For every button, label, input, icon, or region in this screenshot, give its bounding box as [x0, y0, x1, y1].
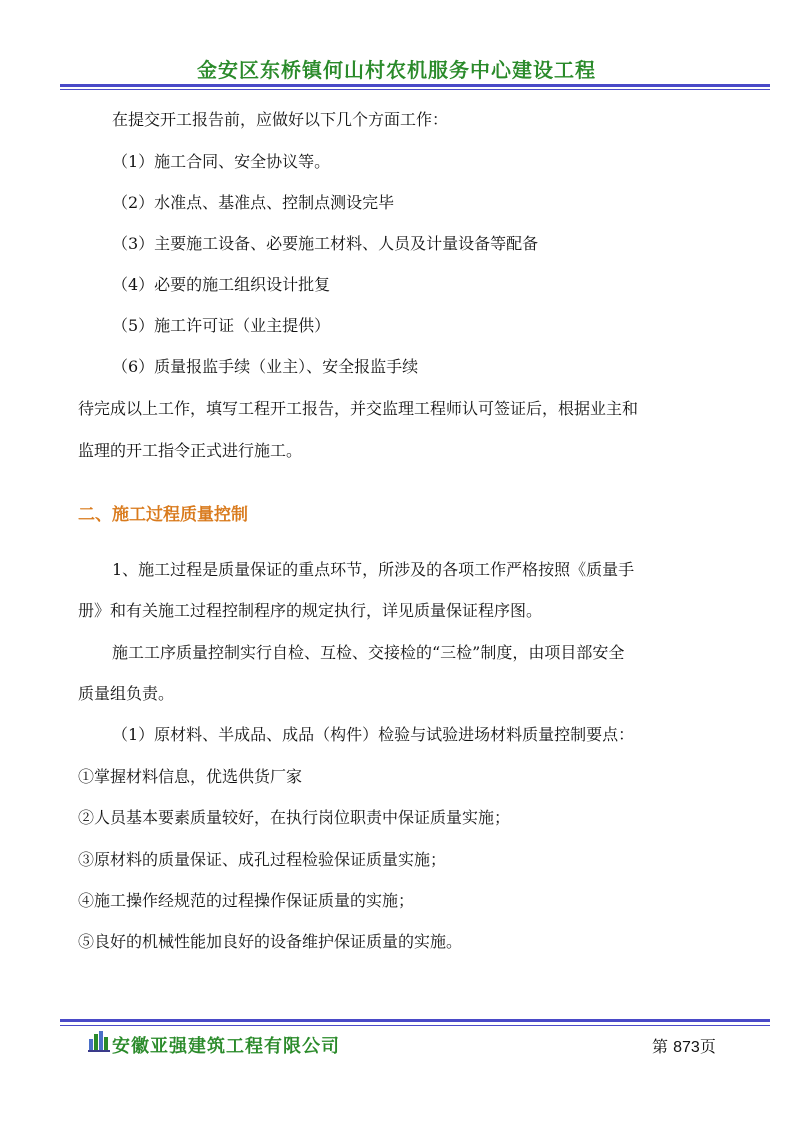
header-title: 金安区东桥镇何山村农机服务中心建设工程 — [197, 58, 596, 82]
list-item: （3）主要施工设备、必要施工材料、人员及计量设备等配备 — [112, 234, 539, 253]
list-item: ②人员基本要素质量较好，在执行岗位职责中保证质量实施； — [78, 808, 511, 827]
list-item: ①掌握材料信息，优选供货厂家 — [78, 767, 303, 786]
paragraph-line: 施工工序质量控制实行自检、互检、交接检的“三检”制度，由项目部安全 — [112, 643, 625, 662]
building-logo-icon — [88, 1030, 110, 1052]
footer-company-name: 安徽亚强建筑工程有限公司 — [112, 1036, 340, 1057]
footer-rule-thin — [60, 1025, 770, 1026]
list-item: （5）施工许可证（业主提供） — [112, 316, 331, 335]
list-item: （6）质量报监手续（业主）、安全报监手续 — [112, 357, 419, 376]
page-number-value: 873 — [673, 1039, 700, 1056]
paragraph-line: 1、施工过程是质量保证的重点环节，所涉及的各项工作严格按照《质量手 — [112, 560, 635, 579]
page-suffix: 页 — [699, 1037, 716, 1056]
list-item: （4）必要的施工组织设计批复 — [112, 275, 331, 294]
header-rule-thin — [60, 89, 770, 90]
paragraph-line: 册》和有关施工过程控制程序的规定执行，详见质量保证程序图。 — [78, 601, 543, 620]
paragraph-line: 质量组负责。 — [78, 684, 175, 703]
intro-paragraph: 在提交开工报告前，应做好以下几个方面工作： — [112, 110, 449, 129]
header-rule-thick — [60, 84, 770, 87]
list-item: （2）水准点、基准点、控制点测设完毕 — [112, 193, 395, 212]
list-item: （1）施工合同、安全协议等。 — [112, 152, 331, 171]
page-prefix: 第 — [652, 1037, 669, 1056]
paragraph-line: 待完成以上工作，填写工程开工报告，并交监理工程师认可签证后，根据业主和 — [78, 399, 639, 418]
list-item: ④施工操作经规范的过程操作保证质量的实施； — [78, 891, 415, 910]
paragraph-line: （1）原材料、半成品、成品（构件）检验与试验进场材料质量控制要点： — [112, 725, 635, 744]
section-heading: 二、施工过程质量控制 — [78, 505, 248, 525]
paragraph-line: 监理的开工指令正式进行施工。 — [78, 441, 303, 460]
footer-rule-thick — [60, 1019, 770, 1022]
list-item: ⑤良好的机械性能加良好的设备维护保证质量的实施。 — [78, 932, 463, 951]
page-number — [652, 1034, 716, 1057]
list-item: ③原材料的质量保证、成孔过程检验保证质量实施； — [78, 850, 447, 869]
